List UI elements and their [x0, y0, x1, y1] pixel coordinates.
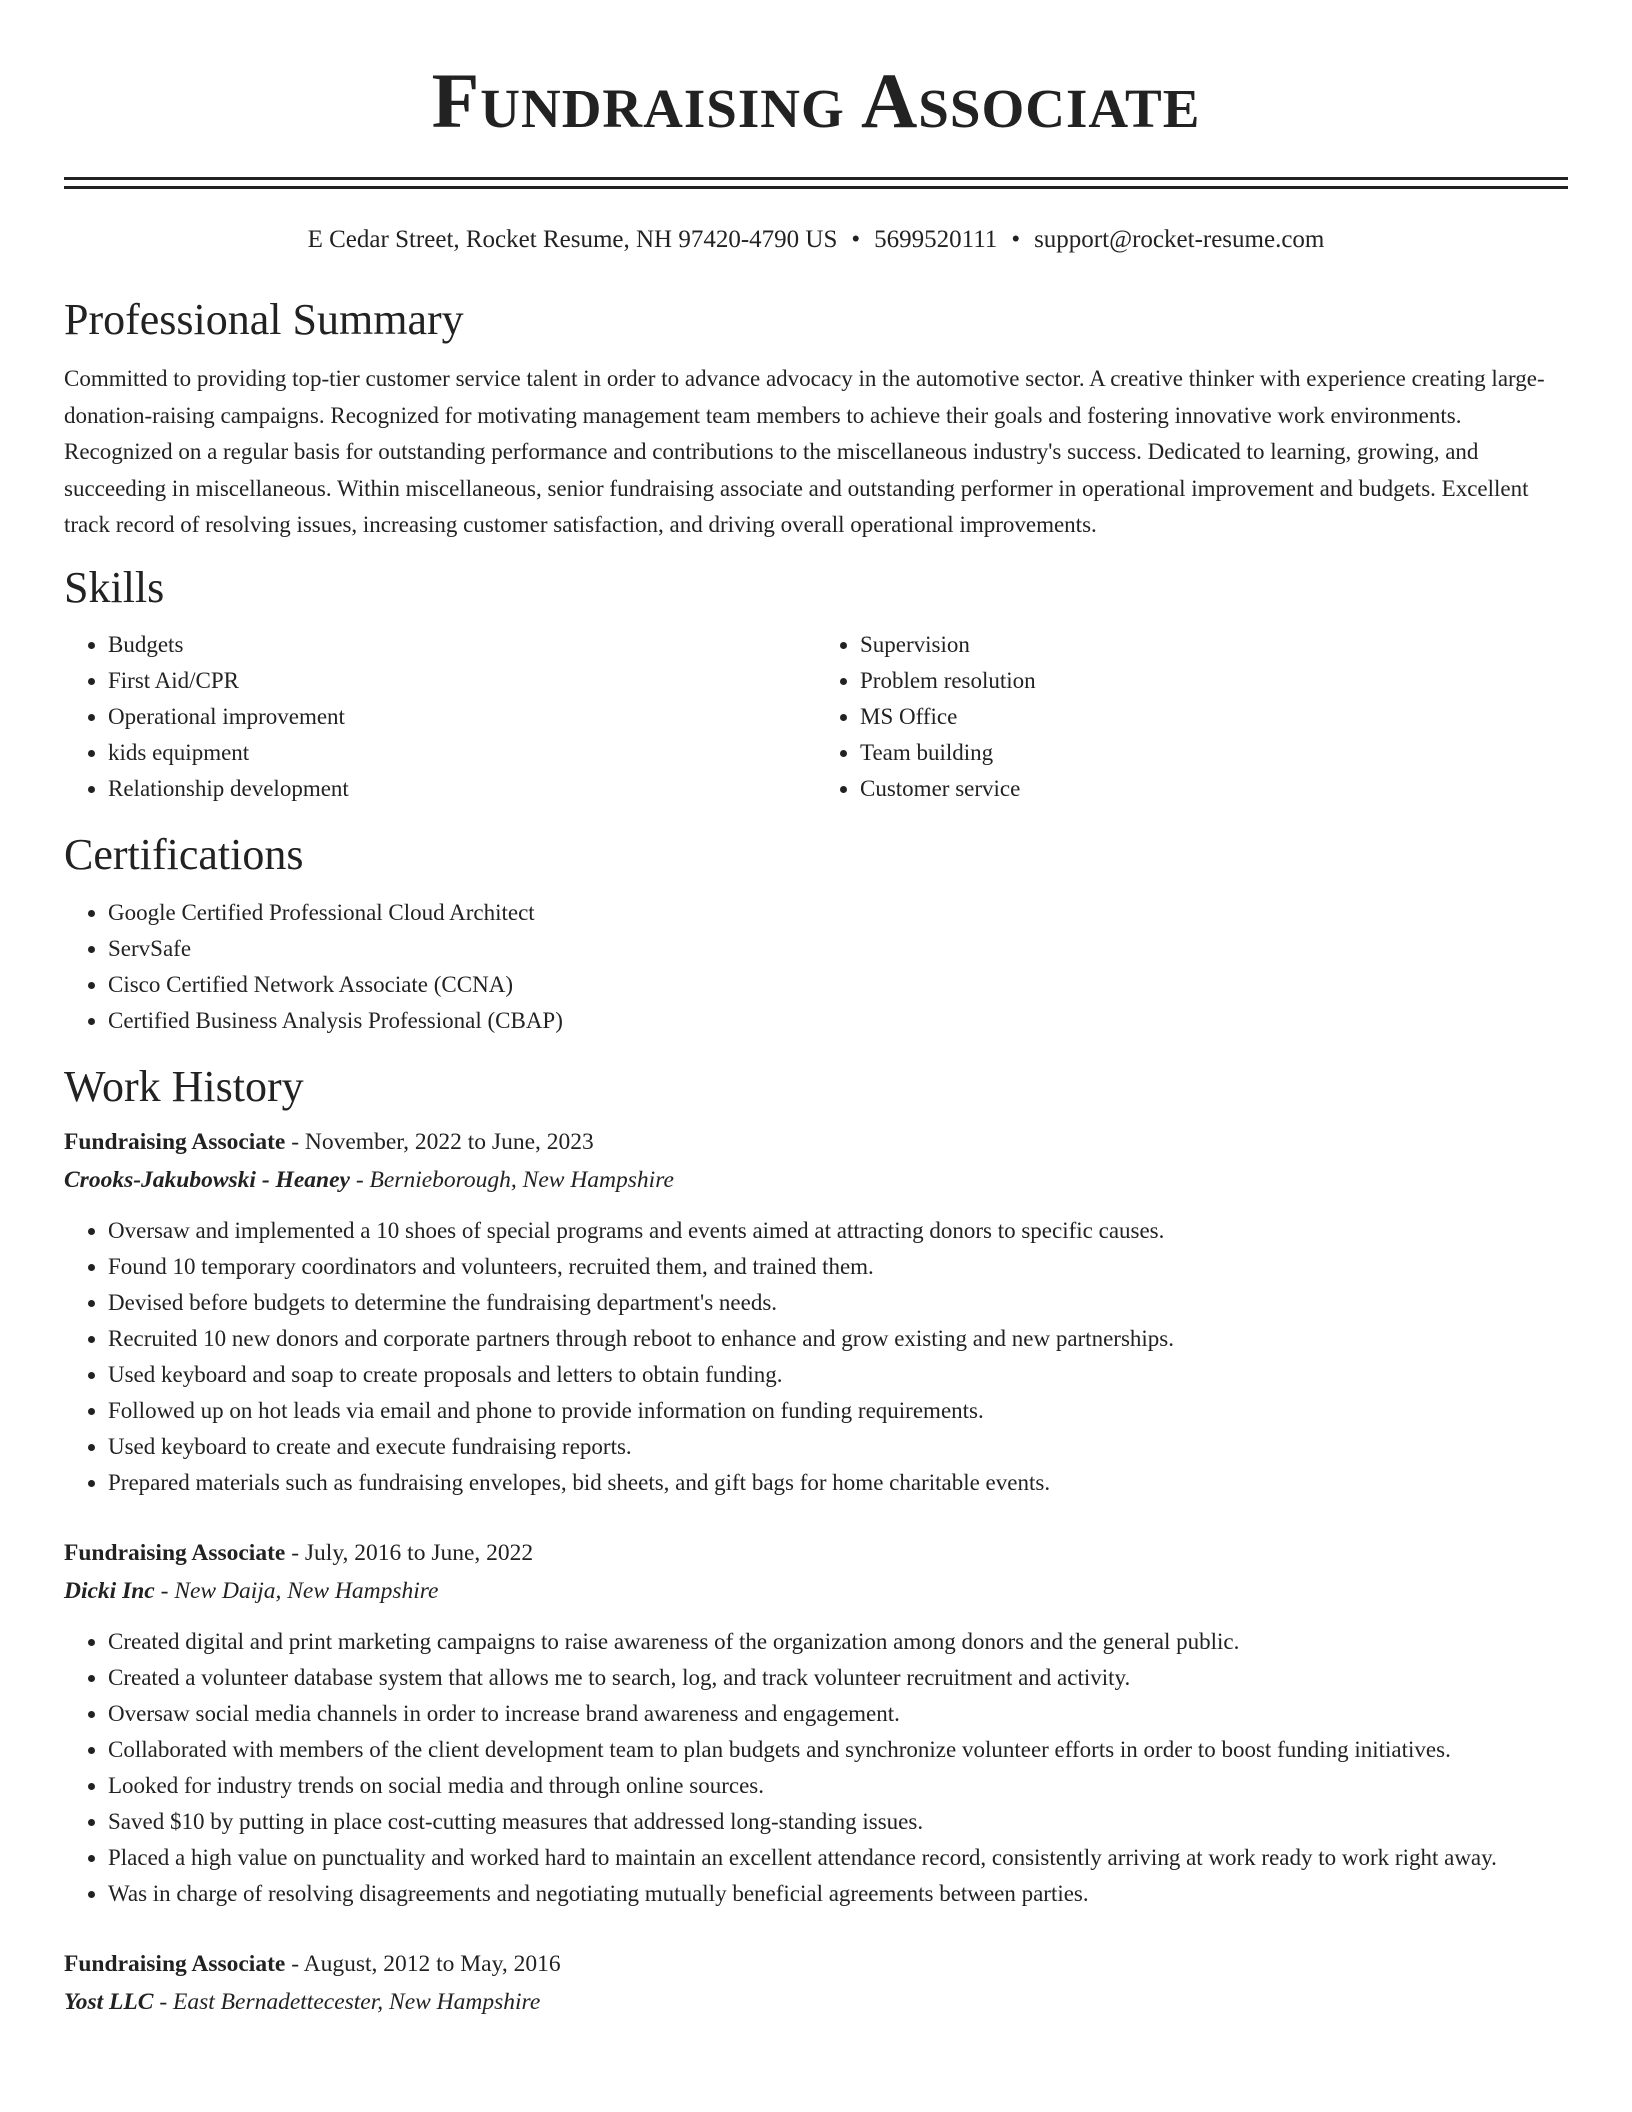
job-company: Crooks-Jakubowski - Heaney	[64, 1166, 350, 1193]
job-dates: July, 2016 to June, 2022	[304, 1539, 534, 1566]
job-header: Fundraising Associate - July, 2016 to June, 2022	[64, 1539, 534, 1566]
title-divider-top	[64, 177, 1568, 180]
job-bullet: • Devised before budgets to determine the fundraising department's needs.	[108, 1285, 1568, 1321]
job-bullet: • Created digital and print marketing campaigns to raise awareness of the organization among donors and the general public.	[108, 1624, 1568, 1660]
contact-separator: •	[1011, 226, 1021, 253]
skill-item: • Operational improvement	[108, 699, 816, 735]
certifications-list	[64, 895, 1568, 1039]
job-bullet: • Saved $10 by putting in place cost-cutting measures that addressed long-standing issues.	[108, 1804, 1568, 1840]
job-header: Fundraising Associate - November, 2022 to June, 2023	[64, 1128, 594, 1155]
job-company: Dicki Inc	[64, 1577, 155, 1604]
job-entry	[64, 1124, 1568, 1501]
job-bullet: • Found 10 temporary coordinators and volunteers, recruited them, and trained them.	[108, 1249, 1568, 1285]
job-bullet: • Used keyboard to create and execute fundraising reports.	[108, 1429, 1568, 1465]
job-entry	[64, 1946, 1568, 2021]
skill-item: • Team building	[860, 735, 1568, 771]
job-bullet: • Placed a high value on punctuality and worked hard to maintain an excellent attendance record, consistently arriving at work ready to work right away.	[108, 1840, 1568, 1876]
job-title: Fundraising Associate	[64, 1539, 286, 1566]
contact-email: support@rocket-resume.com	[1034, 226, 1325, 253]
contact-address: E Cedar Street, Rocket Resume, NH 97420-4790 US	[307, 226, 838, 253]
job-bullet: • Was in charge of resolving disagreements and negotiating mutually beneficial agreements between parties.	[108, 1876, 1568, 1912]
job-bullet: • Recruited 10 new donors and corporate partners through reboot to enhance and grow existing and new partnerships.	[108, 1321, 1568, 1357]
job-dates: August, 2012 to May, 2016	[303, 1950, 561, 1977]
skills-heading: Skills	[64, 562, 165, 612]
job-location: New Daija, New Hampshire	[174, 1577, 439, 1604]
summary-heading: Professional Summary	[64, 295, 464, 344]
job-title: Fundraising Associate	[64, 1128, 286, 1155]
job-title: Fundraising Associate	[64, 1950, 286, 1977]
contact-separator: •	[851, 226, 861, 253]
job-bullets	[64, 1624, 1568, 1912]
job-bullet: • Oversaw and implemented a 10 shoes of special programs and events aimed at attracting donors to specific causes.	[108, 1213, 1568, 1249]
resume-title: Fundraising Associate	[431, 57, 1201, 144]
contact-line	[64, 225, 1568, 255]
skills-column-right	[816, 627, 1568, 807]
contact-phone: 5699520111	[874, 226, 998, 253]
job-company: Yost LLC	[64, 1988, 154, 2015]
job-location: Bernieborough, New Hampshire	[369, 1166, 674, 1193]
skill-item: • MS Office	[860, 699, 1568, 735]
job-entry	[64, 1535, 1568, 1912]
skill-item: • Supervision	[860, 627, 1568, 663]
certification-item: • ServSafe	[108, 931, 1568, 967]
skills-column-left	[64, 627, 816, 807]
skill-item: • kids equipment	[108, 735, 816, 771]
skill-item: • Relationship development	[108, 771, 816, 807]
certifications-heading: Certifications	[64, 829, 304, 879]
job-bullet: • Looked for industry trends on social media and through online sources.	[108, 1768, 1568, 1804]
skill-item: • Budgets	[108, 627, 816, 663]
job-bullet: • Oversaw social media channels in order to increase brand awareness and engagement.	[108, 1696, 1568, 1732]
job-bullets	[64, 1213, 1568, 1501]
job-bullet: • Collaborated with members of the client development team to plan budgets and synchronize volunteer efforts in order to boost funding initiatives.	[108, 1732, 1568, 1768]
job-bullet: • Created a volunteer database system that allows me to search, log, and track volunteer recruitment and activity.	[108, 1660, 1568, 1696]
certification-item: • Cisco Certified Network Associate (CCNA)	[108, 967, 1568, 1003]
skill-item: • Problem resolution	[860, 663, 1568, 699]
job-bullet: • Prepared materials such as fundraising envelopes, bid sheets, and gift bags for home charitable events.	[108, 1465, 1568, 1501]
skill-item: • Customer service	[860, 771, 1568, 807]
job-bullet: • Followed up on hot leads via email and phone to provide information on funding requirements.	[108, 1393, 1568, 1429]
job-bullet: • Used keyboard and soap to create proposals and letters to obtain funding.	[108, 1357, 1568, 1393]
work-history-heading: Work History	[64, 1061, 304, 1111]
certification-item: • Certified Business Analysis Professional (CBAP)	[108, 1003, 1568, 1039]
job-header: Fundraising Associate - August, 2012 to May, 2016	[64, 1950, 561, 1977]
summary-text: Committed to providing top-tier customer service talent in order to advance advocacy in the automotive sector. A creative thinker with experience creating large-donation-raising campaigns. Recognized for motivating management team members to achieve their goals and fostering innovative work environments. Recognized on a regular basis for outstanding performance and contributions to the miscellaneous industry's success. Dedicated to learning, growing, and succeeding in miscellaneous. Within miscellaneous, senior fundraising associate and outstanding performer in operational improvement and budgets. Excellent track record of resolving issues, increasing customer satisfaction, and driving overall operational improvements.	[64, 366, 1545, 537]
job-dates: November, 2022 to June, 2023	[304, 1128, 594, 1155]
title-divider-bottom	[64, 186, 1568, 189]
job-company-line: Dicki Inc - New Daija, New Hampshire	[64, 1577, 439, 1604]
skills-list	[64, 627, 1568, 807]
certification-item: • Google Certified Professional Cloud Architect	[108, 895, 1568, 931]
job-location: East Bernadettecester, New Hampshire	[173, 1988, 541, 2015]
job-company-line: Crooks-Jakubowski - Heaney - Bernieborough, New Hampshire	[64, 1166, 674, 1193]
job-company-line: Yost LLC - East Bernadettecester, New Hampshire	[64, 1988, 541, 2015]
skill-item: • First Aid/CPR	[108, 663, 816, 699]
